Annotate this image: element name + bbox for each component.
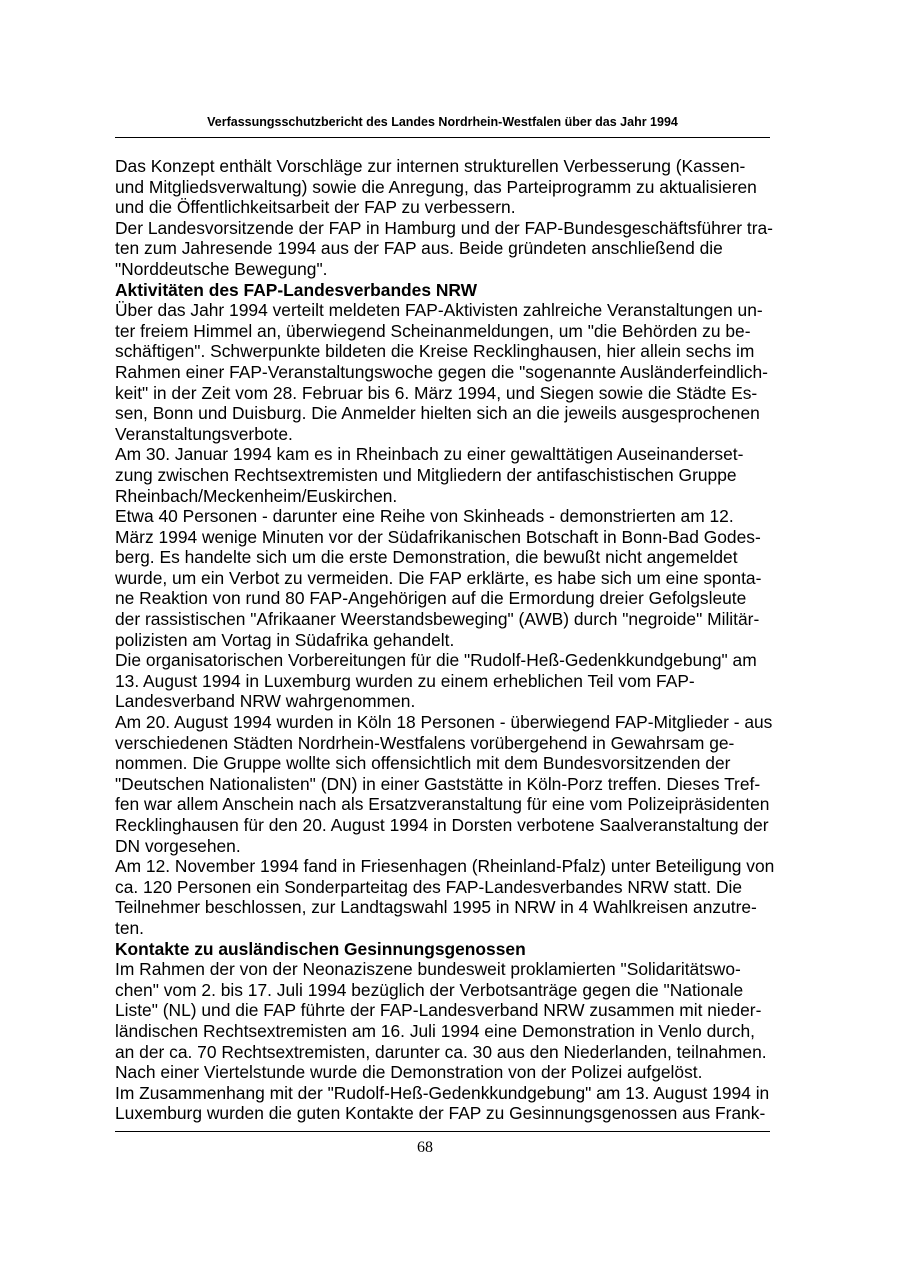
- text-line: Der Landesvorsitzende der FAP in Hamburg und der FAP-Bundesgeschäftsführer tra-: [115, 217, 773, 238]
- text-line: Veranstaltungsverbote.: [115, 423, 293, 444]
- text-line: berg. Es handelte sich um die erste Demonstration, die bewußt nicht angemeldet: [115, 547, 738, 568]
- text-line: Teilnehmer beschlossen, zur Landtagswahl 1995 in NRW in 4 Wahlkreisen anzutre-: [115, 897, 757, 918]
- text-line: und Mitgliedsverwaltung) sowie die Anregung, das Parteiprogramm zu aktualisieren: [115, 176, 757, 197]
- text-line: chen" vom 2. bis 17. Juli 1994 bezüglich der Verbotsanträge gegen die "Nationale: [115, 979, 744, 1000]
- text-line: Die organisatorischen Vorbereitungen für die "Rudolf-Heß-Gedenkkundgebung" am: [115, 650, 757, 671]
- text-line: Im Rahmen der von der Neonaziszene bundesweit proklamierten "Solidaritätswo-: [115, 959, 741, 980]
- text-line: keit" in der Zeit vom 28. Februar bis 6. März 1994, und Siegen sowie die Städte Es-: [115, 382, 758, 403]
- page-header-title: Verfassungsschutzbericht des Landes Nordrhein-Westfalen über das Jahr 1994: [207, 115, 678, 129]
- text-line: "Deutschen Nationalisten" (DN) in einer Gaststätte in Köln-Porz treffen. Dieses Tref-: [115, 773, 761, 794]
- text-line: wurde, um ein Verbot zu vermeiden. Die FAP erklärte, es habe sich um eine sponta-: [115, 567, 762, 588]
- text-line: Liste" (NL) und die FAP führte der FAP-Landesverband NRW zusammen mit nieder-: [115, 1000, 762, 1021]
- text-line: Am 20. August 1994 wurden in Köln 18 Personen - überwiegend FAP-Mitglieder - aus: [115, 712, 773, 733]
- page-number: 68: [417, 1139, 433, 1156]
- text-line: ländischen Rechtsextremisten am 16. Juli 1994 eine Demonstration in Venlo durch,: [115, 1020, 755, 1041]
- text-line: schäftigen". Schwerpunkte bildeten die Kreise Recklinghausen, hier allein sechs im: [115, 341, 755, 362]
- header-divider: [115, 137, 770, 138]
- text-line: verschiedenen Städten Nordrhein-Westfalens vorübergehend in Gewahrsam ge-: [115, 732, 735, 753]
- text-line: Am 12. November 1994 fand in Friesenhagen (Rheinland-Pfalz) unter Beteiligung von: [115, 856, 775, 877]
- text-line: polizisten am Vortag in Südafrika gehandelt.: [115, 629, 455, 650]
- text-line: der rassistischen "Afrikaaner Weerstandsbeweging" (AWB) durch "negroide" Militär-: [115, 609, 760, 630]
- text-line: an der ca. 70 Rechtsextremisten, darunter ca. 30 aus den Niederlanden, teilnahmen.: [115, 1041, 767, 1062]
- text-line: Das Konzept enthält Vorschläge zur internen strukturellen Verbesserung (Kassen-: [115, 156, 746, 176]
- text-line: fen war allem Anschein nach als Ersatzveranstaltung für eine vom Polizeipräsidenten: [115, 794, 770, 815]
- text-line: Recklinghausen für den 20. August 1994 in Dorsten verbotene Saalveranstaltung der: [115, 815, 769, 835]
- text-line: Luxemburg wurden die guten Kontakte der FAP zu Gesinnungsgenossen aus Frank-: [115, 1103, 766, 1124]
- text-line: nommen. Die Gruppe wollte sich offensichtlich mit dem Bundesvorsitzenden der: [115, 753, 731, 774]
- text-line: und die Öffentlichkeitsarbeit der FAP zu verbessern.: [115, 197, 516, 218]
- text-line: "Norddeutsche Bewegung".: [115, 258, 328, 279]
- text-line: Rheinbach/Meckenheim/Euskirchen.: [115, 485, 398, 506]
- text-line: Rahmen einer FAP-Veranstaltungswoche gegen die "sogenannte Ausländerfeindlich-: [115, 361, 768, 382]
- text-line: sen, Bonn und Duisburg. Die Anmelder hielten sich an die jeweils ausgesprochenen: [115, 403, 760, 424]
- text-line: ten.: [115, 917, 145, 938]
- text-line: März 1994 wenige Minuten vor der Südafrikanischen Botschaft in Bonn-Bad Godes-: [115, 526, 761, 547]
- document-body: [115, 156, 787, 1124]
- text-line: zung zwischen Rechtsextremisten und Mitgliedern der antifaschistischen Gruppe: [115, 464, 737, 485]
- text-line: Etwa 40 Personen - darunter eine Reihe von Skinheads - demonstrierten am 12.: [115, 506, 734, 527]
- text-line: 13. August 1994 in Luxemburg wurden zu einem erheblichen Teil vom FAP-: [115, 670, 695, 691]
- section-heading: Aktivitäten des FAP-Landesverbandes NRW: [115, 279, 478, 300]
- text-line: ter freiem Himmel an, überwiegend Scheinanmeldungen, um "die Behörden zu be-: [115, 320, 751, 341]
- text-line: ca. 120 Personen ein Sonderparteitag des FAP-Landesverbandes NRW statt. Die: [115, 876, 743, 897]
- text-line: Nach einer Viertelstunde wurde die Demonstration von der Polizei aufgelöst.: [115, 1062, 703, 1083]
- text-line: DN vorgesehen.: [115, 835, 241, 856]
- footer-divider: [115, 1131, 770, 1132]
- text-line: ne Reaktion von rund 80 FAP-Angehörigen auf die Ermordung dreier Gefolgsleute: [115, 588, 747, 609]
- text-line: Landesverband NRW wahrgenommen.: [115, 691, 416, 712]
- section-heading: Kontakte zu ausländischen Gesinnungsgenossen: [115, 938, 526, 959]
- text-line: Am 30. Januar 1994 kam es in Rheinbach zu einer gewalttätigen Auseinanderset-: [115, 444, 744, 465]
- text-line: Über das Jahr 1994 verteilt meldeten FAP-Aktivisten zahlreiche Veranstaltungen un-: [115, 300, 763, 321]
- text-line: ten zum Jahresende 1994 aus der FAP aus. Beide gründeten anschließend die: [115, 238, 723, 259]
- text-line: Im Zusammenhang mit der "Rudolf-Heß-Gedenkkundgebung" am 13. August 1994 in: [115, 1082, 770, 1103]
